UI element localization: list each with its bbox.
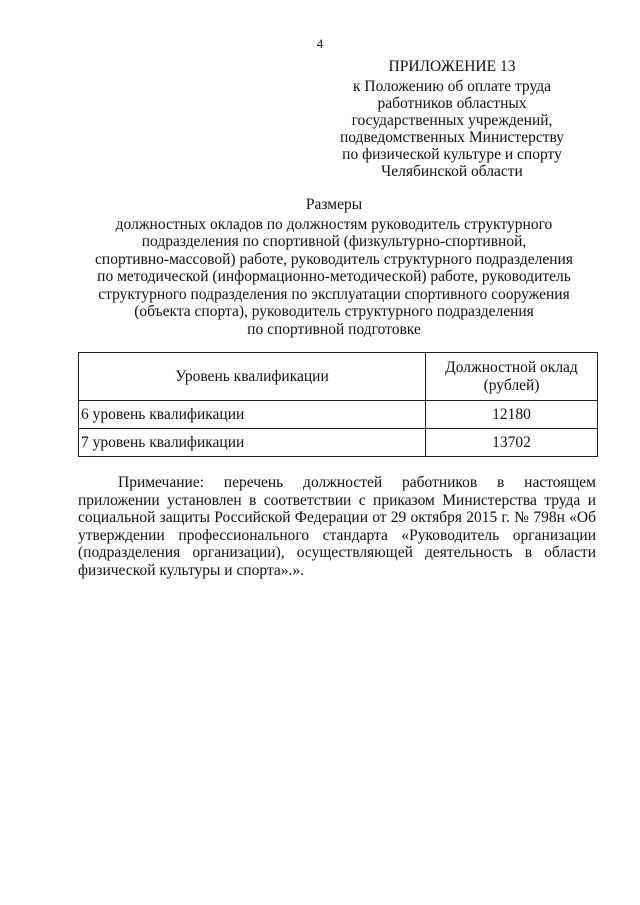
- title-heading: Размеры: [305, 196, 363, 213]
- table-row: [79, 401, 598, 429]
- note-paragraph: Примечание: перечень должностей работников в настоящем приложении установлен в соответствии с приказом Министерства труда и социальной защиты Российской Федерации от 29 октября 2015 г. № 798н «Об утверждении профессионального стандарта «Руководитель организации (подразделения организации), осуществляющей деятельность в области физической культуры и спорта».».: [78, 474, 596, 579]
- title-line: должностных окладов по должностям руководитель структурного: [115, 215, 553, 233]
- salary-table: [78, 352, 598, 457]
- appendix-title: ПРИЛОЖЕНИЕ 13: [388, 58, 516, 75]
- title-line: по спортивной подготовке: [247, 320, 421, 338]
- cell-level: 6 уровень квалификации: [79, 401, 426, 429]
- title-line: спортивно-массовой) работе, руководитель структурного подразделения: [95, 250, 573, 268]
- cell-level: 7 уровень квалификации: [79, 429, 426, 457]
- header-level: [79, 353, 426, 401]
- appendix-line: Челябинской области: [381, 163, 523, 180]
- title-line: по методической (информационно-методической) работе, руководитель: [97, 268, 571, 285]
- title-line: подразделения по спортивной (физкультурно-спортивной,: [141, 233, 527, 250]
- header-salary-label: Должностной оклад: [445, 358, 578, 376]
- appendix-header: [320, 58, 584, 180]
- header-salary-unit: (рублей): [483, 376, 540, 394]
- header-level-label: Уровень квалификации: [175, 367, 329, 385]
- appendix-line: по физической культуре и спорту: [342, 146, 562, 163]
- appendix-line: подведомственных Министерству: [339, 129, 565, 146]
- table-row: [79, 429, 598, 457]
- table-header-row: [79, 353, 598, 401]
- cell-salary: 12180: [426, 401, 598, 429]
- cell-salary: 13702: [426, 429, 598, 457]
- page-number: 4: [316, 36, 324, 51]
- title-line: структурного подразделения по эксплуатации спортивного сооружения: [98, 285, 570, 303]
- appendix-line: государственных учреждений,: [351, 112, 553, 129]
- document-title: [78, 196, 590, 338]
- header-salary: [426, 353, 598, 401]
- appendix-line: работников областных: [377, 95, 527, 112]
- title-line: (объекта спорта), руководитель структурного подразделения: [134, 303, 534, 320]
- appendix-line: к Положению об оплате труда: [352, 78, 552, 95]
